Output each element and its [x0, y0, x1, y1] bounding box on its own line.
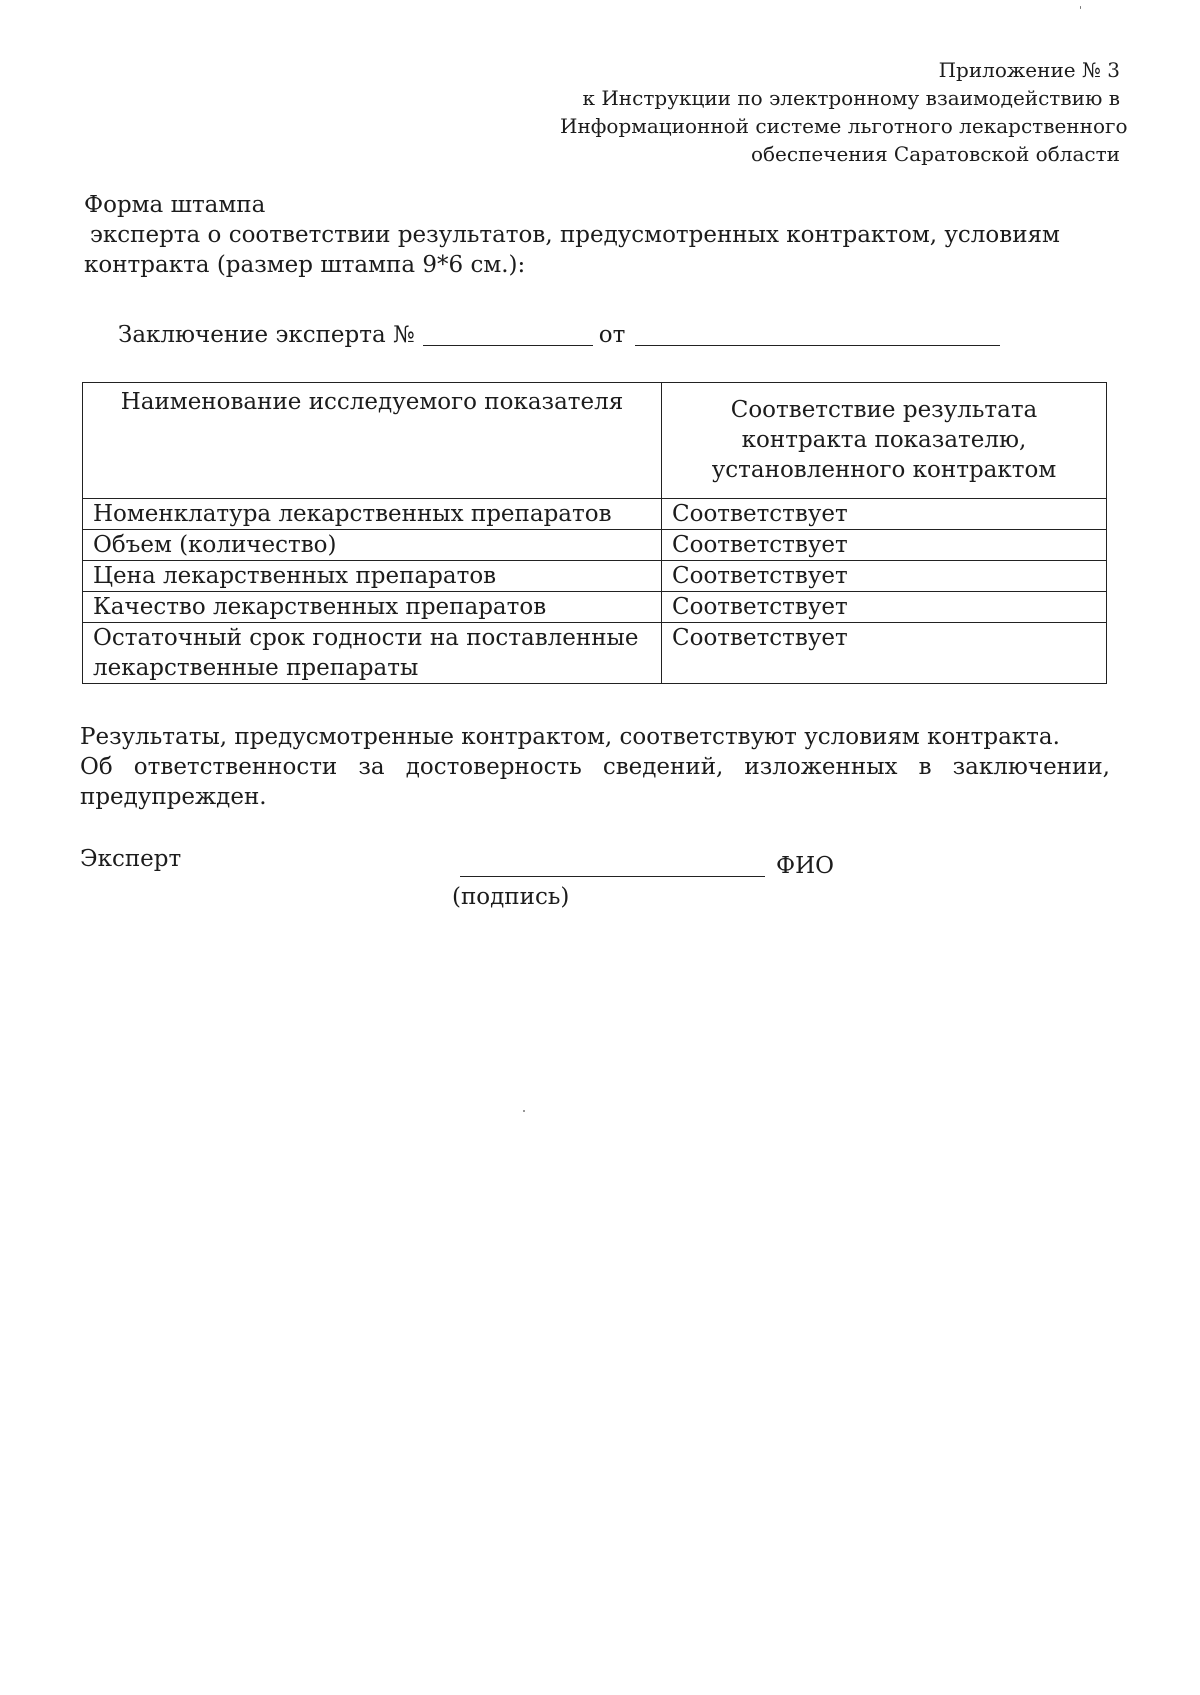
result-line: Результаты, предусмотренные контрактом, соответствуют условиям контракта. [80, 724, 1060, 750]
conclusion-date-field[interactable] [635, 327, 1000, 346]
status-cell: Соответствует [662, 561, 1107, 592]
indicator-cell: Объем (количество) [83, 530, 662, 561]
indicator-cell: Качество лекарственных препаратов [83, 592, 662, 623]
table-row [83, 499, 1107, 530]
appendix-header [560, 56, 1128, 168]
appendix-line: Информационной системе льготного лекарственного [560, 114, 1128, 138]
expert-label: Эксперт [80, 846, 182, 872]
table-header-row [83, 383, 1107, 499]
table-row [83, 561, 1107, 592]
result-statement [80, 722, 1110, 812]
appendix-line: Приложение № 3 [938, 58, 1120, 82]
status-cell: Соответствует [662, 530, 1107, 561]
header-compliance: Соответствие результата контракта показателю, установленного контрактом [662, 383, 1107, 499]
form-title [84, 190, 1064, 280]
conclusion-from-label: от [598, 322, 626, 348]
indicator-cell: Остаточный срок годности на поставленные лекарственные препараты [83, 623, 662, 684]
form-title-line: эксперта о соответствии результатов, предусмотренных контрактом, условиям [90, 222, 1060, 248]
status-cell: Соответствует [662, 592, 1107, 623]
table-row [83, 592, 1107, 623]
table-row [83, 623, 1107, 684]
conclusion-label: Заключение эксперта № [118, 322, 415, 348]
form-title-line: Форма штампа [84, 192, 266, 218]
signature-caption: (подпись) [452, 884, 570, 910]
fio-label: ФИО [776, 853, 835, 879]
indicator-cell: Цена лекарственных препаратов [83, 561, 662, 592]
indicator-cell: Номенклатура лекарственных препаратов [83, 499, 662, 530]
scan-speck [1080, 6, 1081, 9]
status-cell: Соответствует [662, 623, 1107, 684]
signature-field[interactable] [460, 876, 765, 877]
form-title-line: контракта (размер штампа 9*6 см.): [84, 252, 526, 278]
conclusion-line [118, 320, 1000, 350]
stamp-table [82, 382, 1107, 684]
status-cell: Соответствует [662, 499, 1107, 530]
responsibility-line: Об ответственности за достоверность сведений, изложенных в заключении, предупрежден. [80, 754, 1110, 810]
conclusion-number-field[interactable] [423, 327, 593, 346]
appendix-line: к Инструкции по электронному взаимодействию в [582, 86, 1120, 110]
scan-speck [523, 1110, 525, 1112]
header-indicator: Наименование исследуемого показателя [83, 383, 662, 499]
table-row [83, 530, 1107, 561]
appendix-line: обеспечения Саратовской области [750, 142, 1120, 166]
